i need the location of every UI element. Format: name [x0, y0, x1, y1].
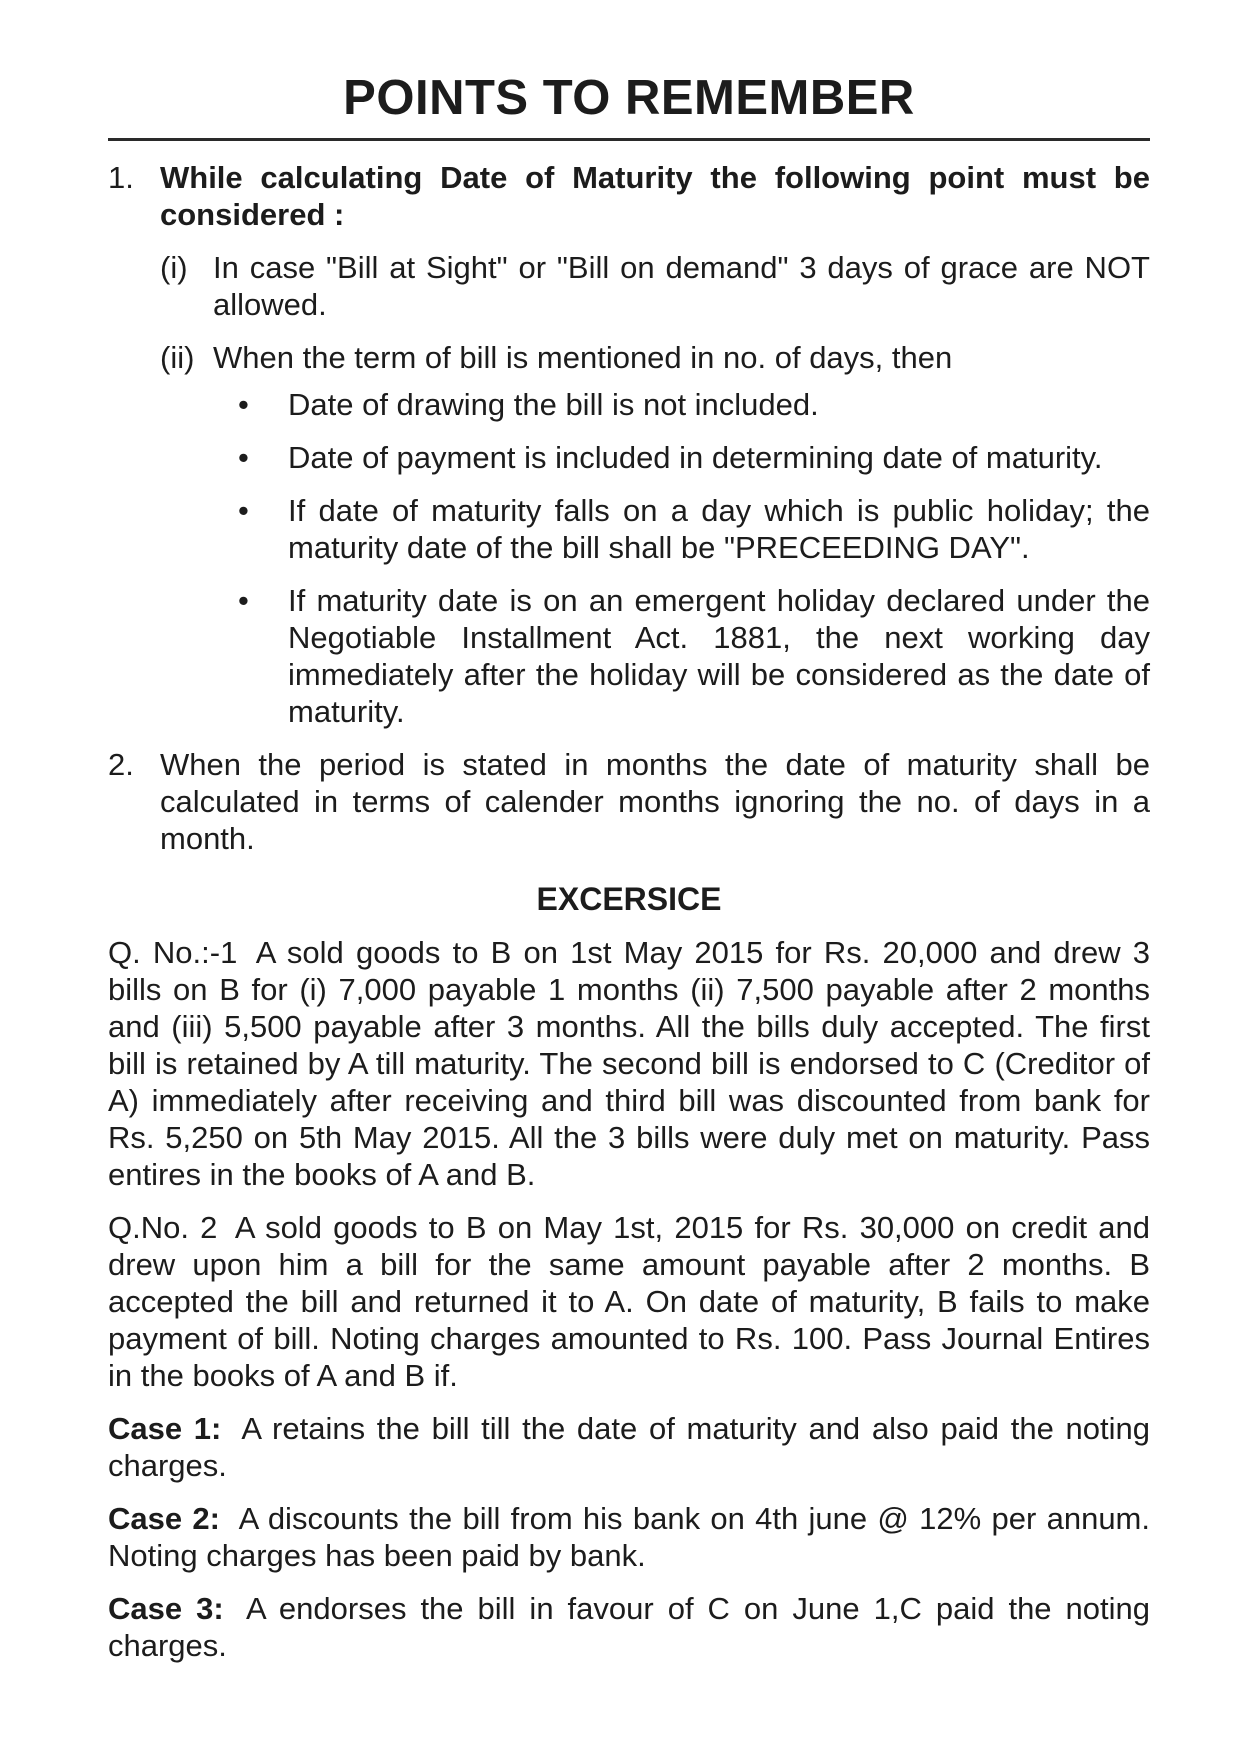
question-text: A sold goods to B on May 1st, 2015 for Rs. 30,000 on credit and drew upon him a bill for the same amount payable after 2 months. B accepted the bill and returned it to A. On date of maturity, B fails to make payment of bill. Noting charges amounted to Rs. 100. Pass Journal Entires in the books of A and B if. — [108, 1210, 1150, 1393]
bullet-item — [108, 492, 1150, 566]
point-text: When the period is stated in months the date of maturity shall be calculated in terms of calender months ignoring the no. of days in a month. — [160, 747, 1150, 856]
bullet-text: If maturity date is on an emergent holiday declared under the Negotiable Installment Act. 1881, the next working day immediately after the holiday will be considered as the date of maturity. — [288, 583, 1150, 729]
question-2 — [108, 1209, 1150, 1394]
subpoint-ii — [108, 339, 1150, 376]
bullet-text: Date of drawing the bill is not included. — [288, 387, 819, 422]
bullet-text: If date of maturity falls on a day which is public holiday; the maturity date of the bill shall be "PRECEEDING DAY". — [288, 493, 1150, 565]
subpoint-text: In case "Bill at Sight" or "Bill on demand" 3 days of grace are NOT allowed. — [213, 250, 1150, 322]
case-text: A endorses the bill in favour of C on June 1,C paid the noting charges. — [108, 1591, 1151, 1663]
bullet-dot-icon: • — [238, 440, 249, 475]
bullet-dot-icon: • — [238, 493, 249, 528]
document-page — [108, 70, 1150, 1680]
bullet-dot-icon: • — [238, 583, 249, 618]
subpoint-label: (i) — [160, 250, 188, 285]
case-1 — [108, 1410, 1150, 1484]
case-label: Case 2: — [108, 1501, 220, 1536]
subpoint-i — [108, 249, 1150, 323]
point-number: 2. — [108, 747, 134, 782]
bullet-item — [108, 386, 1150, 423]
case-label: Case 1: — [108, 1411, 222, 1446]
point-2 — [108, 746, 1150, 857]
point-text: While calculating Date of Maturity the following point must be considered : — [160, 160, 1150, 232]
bullet-list — [108, 386, 1150, 730]
bullet-item — [108, 582, 1150, 730]
title-underline — [108, 138, 1150, 141]
case-2 — [108, 1500, 1150, 1574]
question-label: Q. No.:-1 — [108, 935, 238, 970]
case-text: A discounts the bill from his bank on 4th june @ 12% per annum. Noting charges has been paid by bank. — [108, 1501, 1150, 1573]
bullet-text: Date of payment is included in determining date of maturity. — [288, 440, 1103, 475]
page-title: POINTS TO REMEMBER — [343, 71, 915, 125]
question-text: A sold goods to B on 1st May 2015 for Rs. 20,000 and drew 3 bills on B for (i) 7,000 payable 1 months (ii) 7,500 payable after 2 months and (iii) 5,500 payable after 3 months. All the bills duly accepted. The first bill is retained by A till maturity. The second bill is endorsed to C (Creditor of A) immediately after receiving and third bill was discounted from bank for Rs. 5,250 on 5th May 2015. All the 3 bills were duly met on maturity. Pass entires in the books of A and B. — [108, 935, 1150, 1192]
case-label: Case 3: — [108, 1591, 224, 1626]
bullet-dot-icon: • — [238, 387, 249, 422]
question-label: Q.No. 2 — [108, 1210, 218, 1245]
subpoint-label: (ii) — [160, 340, 195, 375]
point-1 — [108, 159, 1150, 233]
subpoint-text: When the term of bill is mentioned in no. of days, then — [213, 340, 953, 375]
exercise-heading: EXCERSICE — [536, 881, 722, 917]
case-text: A retains the bill till the date of maturity and also paid the noting charges. — [108, 1411, 1151, 1483]
bullet-item — [108, 439, 1150, 476]
question-1 — [108, 934, 1150, 1193]
point-number: 1. — [108, 160, 134, 195]
case-3 — [108, 1590, 1150, 1664]
